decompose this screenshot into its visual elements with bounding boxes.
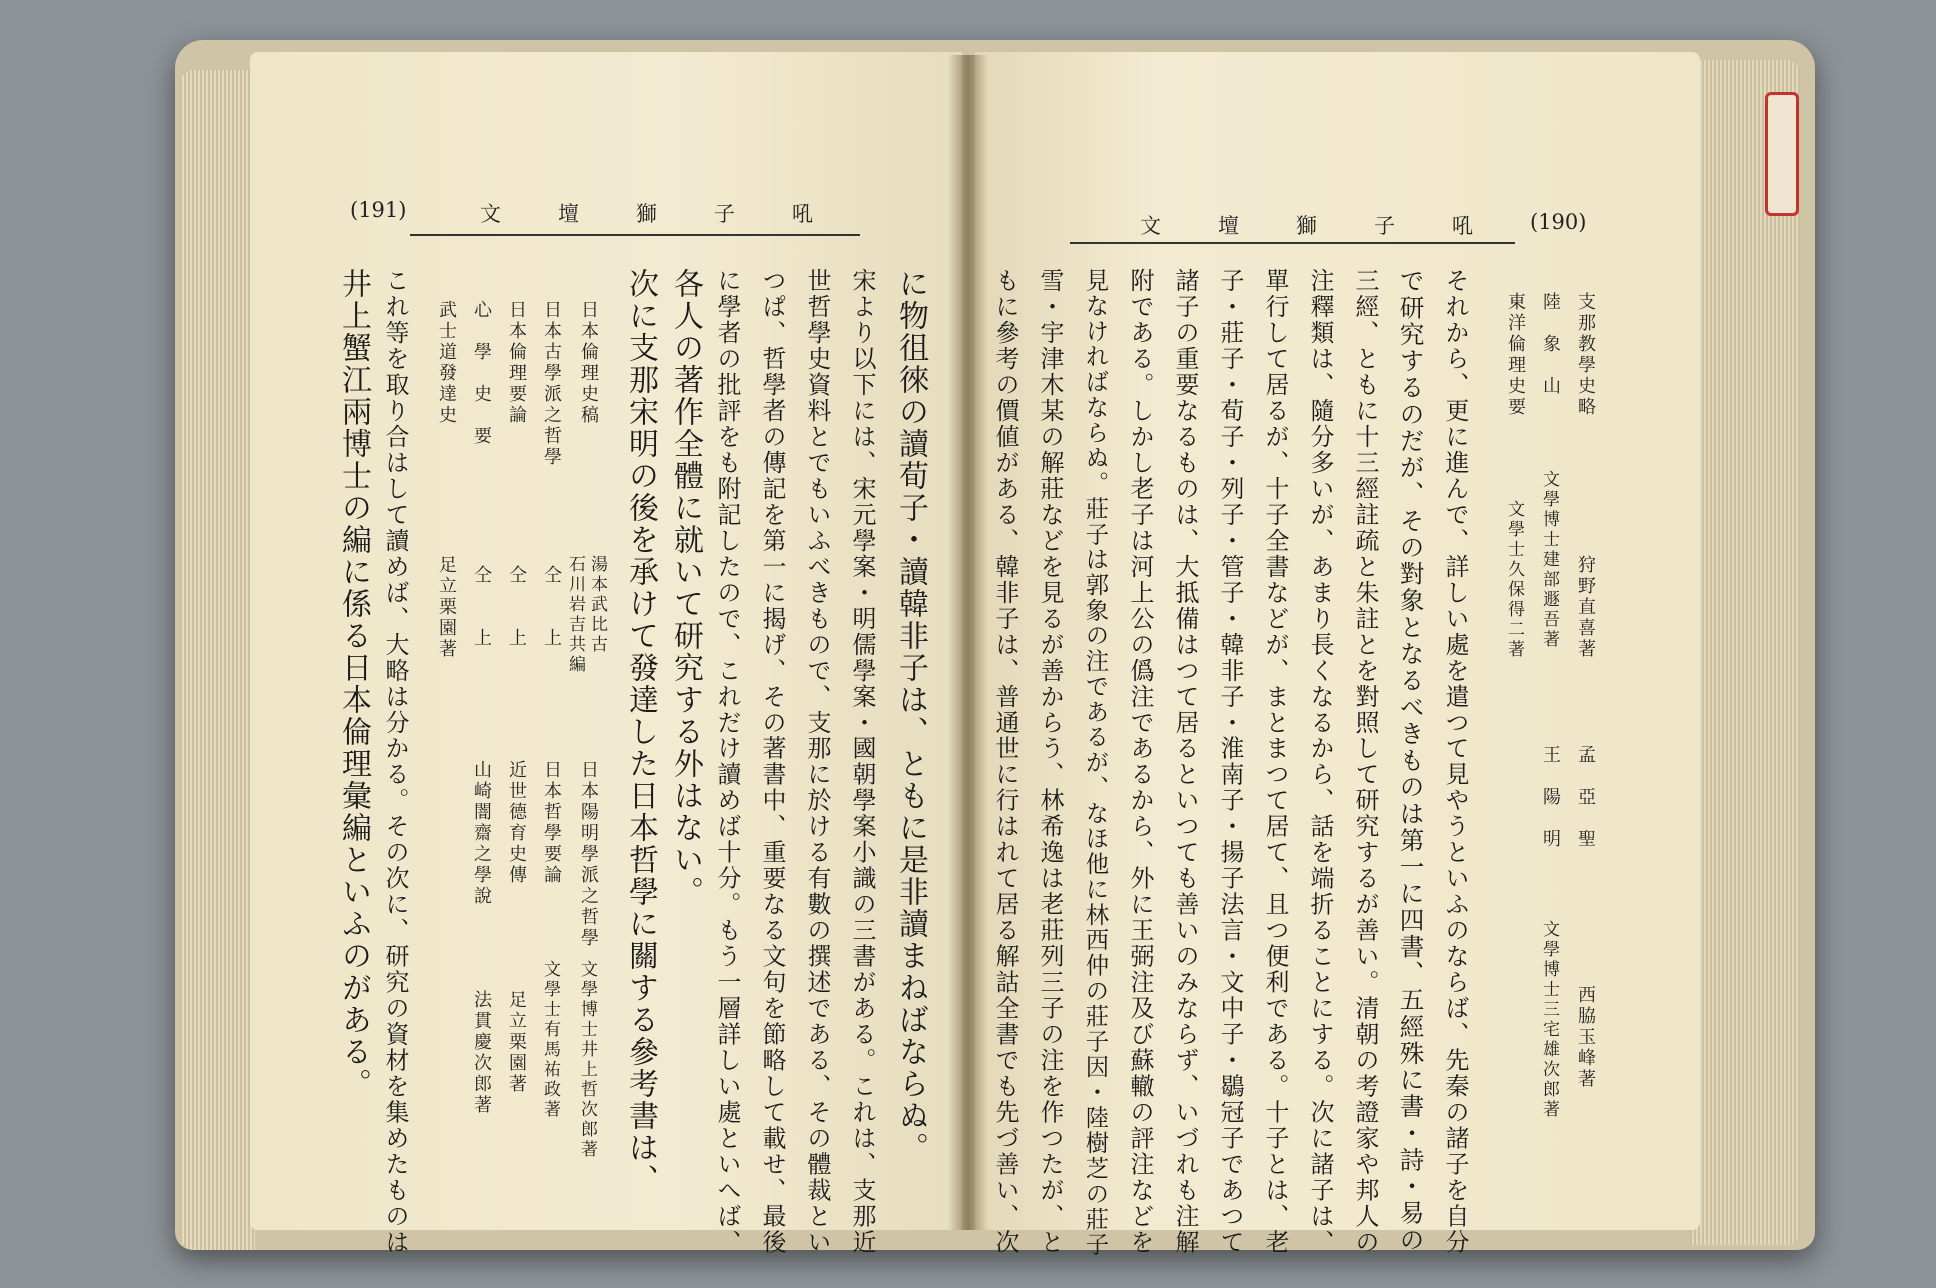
left-ref-author: 湯本武比古 [587, 555, 607, 655]
left-closing-column: これ等を取り合はして讀めば、大略は分かる。その次に、研究の資材を集めたものは [380, 268, 409, 1256]
right-body-column: 諸子の重要なるものは、大抵備はつて居るといつても善いのみならず、いづれも注解 [1170, 268, 1199, 1256]
right-ref-title: 孟 亞 聖 [1575, 745, 1596, 850]
left-ref-title: 心 學 史 要 [471, 300, 492, 447]
left-body-column: 世哲學史資料とでもいふべきもので、支那に於ける有數の撰述である、その體裁とい [802, 268, 831, 1256]
book-gutter [948, 55, 988, 1230]
right-ref-title: 支那教學史略 [1575, 292, 1596, 418]
left-body-column: つぱ、哲學者の傳記を第一に揭げ、その著書中、重要なる文句を節略して載せ、最後 [757, 268, 786, 1256]
bookmark-tab [1765, 92, 1799, 216]
left-ref-author: 文學博士井上哲次郎著 [577, 960, 597, 1160]
right-ref-author: 西脇玉峰著 [1575, 985, 1596, 1090]
right-ref-title: 王 陽 明 [1540, 745, 1561, 850]
right-body-column: 附である。しかし老子は河上公の僞注であるから、外に王弼注及び蘇轍の評注などを [1125, 268, 1154, 1256]
right-body-column: それから、更に進んで、詳しい處を遣つて見やうといふのならば、先秦の諸子を自分 [1440, 268, 1469, 1256]
left-body-column: に物徂徠の讀荀子・讀韓非子は、ともに是非讀まねばならぬ。 [893, 268, 928, 1164]
left-ref-author: 仝 上 [506, 565, 527, 649]
right-body-column: で研究するのだが、その對象となるべきものは第一に四書、五經殊に書・詩・易の [1396, 268, 1426, 1254]
left-running-head: 文 壇 獅 子 吼 [480, 202, 831, 226]
right-header-rule [1070, 242, 1515, 244]
left-ref-author: 足立栗園著 [506, 990, 527, 1095]
page-edges-right [1690, 60, 1800, 1245]
left-closing-column: 井上蟹江兩博士の編に係る日本倫理彙編といふのがある。 [336, 268, 371, 1100]
right-body-column: もに參考の價値がある、韓非子は、普通世に行はれて居る解詁全書でも先づ善い、次 [990, 268, 1019, 1256]
left-page-number: (191) [350, 198, 407, 222]
left-ref-title: 日本哲學要論 [541, 760, 562, 886]
left-ref-author: 仝 上 [541, 565, 562, 649]
right-body-column: 單行して居るが、十子全書などが、まとまつて居て、且つ便利である。十子とは、老 [1260, 268, 1289, 1256]
left-ref-author: 足立栗園著 [436, 555, 457, 660]
left-ref-title: 近世德育史傳 [506, 760, 527, 886]
right-ref-author: 文學士久保得二著 [1504, 500, 1524, 660]
left-ref-author: 仝 上 [471, 565, 492, 649]
left-ref-author: 石川岩吉共編 [565, 555, 585, 675]
page-edges-left [180, 70, 255, 1250]
right-running-head: 文 壇 獅 子 吼 [1140, 214, 1491, 238]
left-ref-author: 法貫慶次郎著 [471, 990, 492, 1116]
left-ref-title: 山崎闇齋之學說 [471, 760, 492, 907]
left-ref-title: 日本古學派之哲學 [541, 300, 562, 468]
right-body-column: 注釋類は、隨分多いが、あまり長くなるから、話を端折ることにする。次に諸子は、 [1305, 268, 1334, 1256]
right-body-column: 子・莊子・荀子・列子・管子・韓非子・淮南子・揚子法言・文中子・鶡冠子であつて [1215, 268, 1244, 1256]
left-ref-title: 日本倫理史稿 [578, 300, 599, 426]
left-header-rule [410, 234, 860, 236]
right-ref-author: 文學博士三宅雄次郎著 [1539, 920, 1559, 1120]
right-body-column: 三經、ともに十三經註疏と朱註とを對照して研究するが善い。清朝の考證家や邦人の [1350, 268, 1379, 1256]
right-ref-title: 東洋倫理史要 [1505, 292, 1526, 418]
right-body-column: 見なければならぬ。莊子は郭象の注であるが、なほ他に林西仲の莊子因・陸樹芝の莊子 [1081, 268, 1110, 1258]
left-ref-title: 武士道發達史 [436, 300, 457, 426]
left-body-column: 各人の著作全體に就いて研究する外はない。 [668, 268, 703, 908]
right-ref-title: 陸 象 山 [1540, 292, 1561, 397]
left-body-column: 宋より以下には、宋元學案・明儒學案・國朝學案小識の三書がある。これは、支那近 [847, 268, 876, 1256]
left-ref-title: 日本陽明學派之哲學 [578, 760, 599, 949]
left-ref-title: 日本倫理要論 [506, 300, 527, 426]
left-body-column: 次に支那宋明の後を承けて發達した日本哲學に關する參考書は、 [623, 268, 658, 1196]
right-ref-author: 文學博士建部遯吾著 [1539, 470, 1559, 650]
right-page-number: (190) [1530, 210, 1587, 234]
left-ref-author: 文學士有馬祐政著 [540, 960, 560, 1120]
left-body-column: に學者の批評をも附記したので、これだけ讀めば十分。もう一層詳しい處といへば、 [712, 268, 741, 1256]
right-body-column: 雪・宇津木某の解莊などを見るが善からう、林希逸は老莊列三子の注を作つたが、と [1035, 268, 1064, 1256]
right-ref-author: 狩野直喜著 [1575, 555, 1596, 660]
